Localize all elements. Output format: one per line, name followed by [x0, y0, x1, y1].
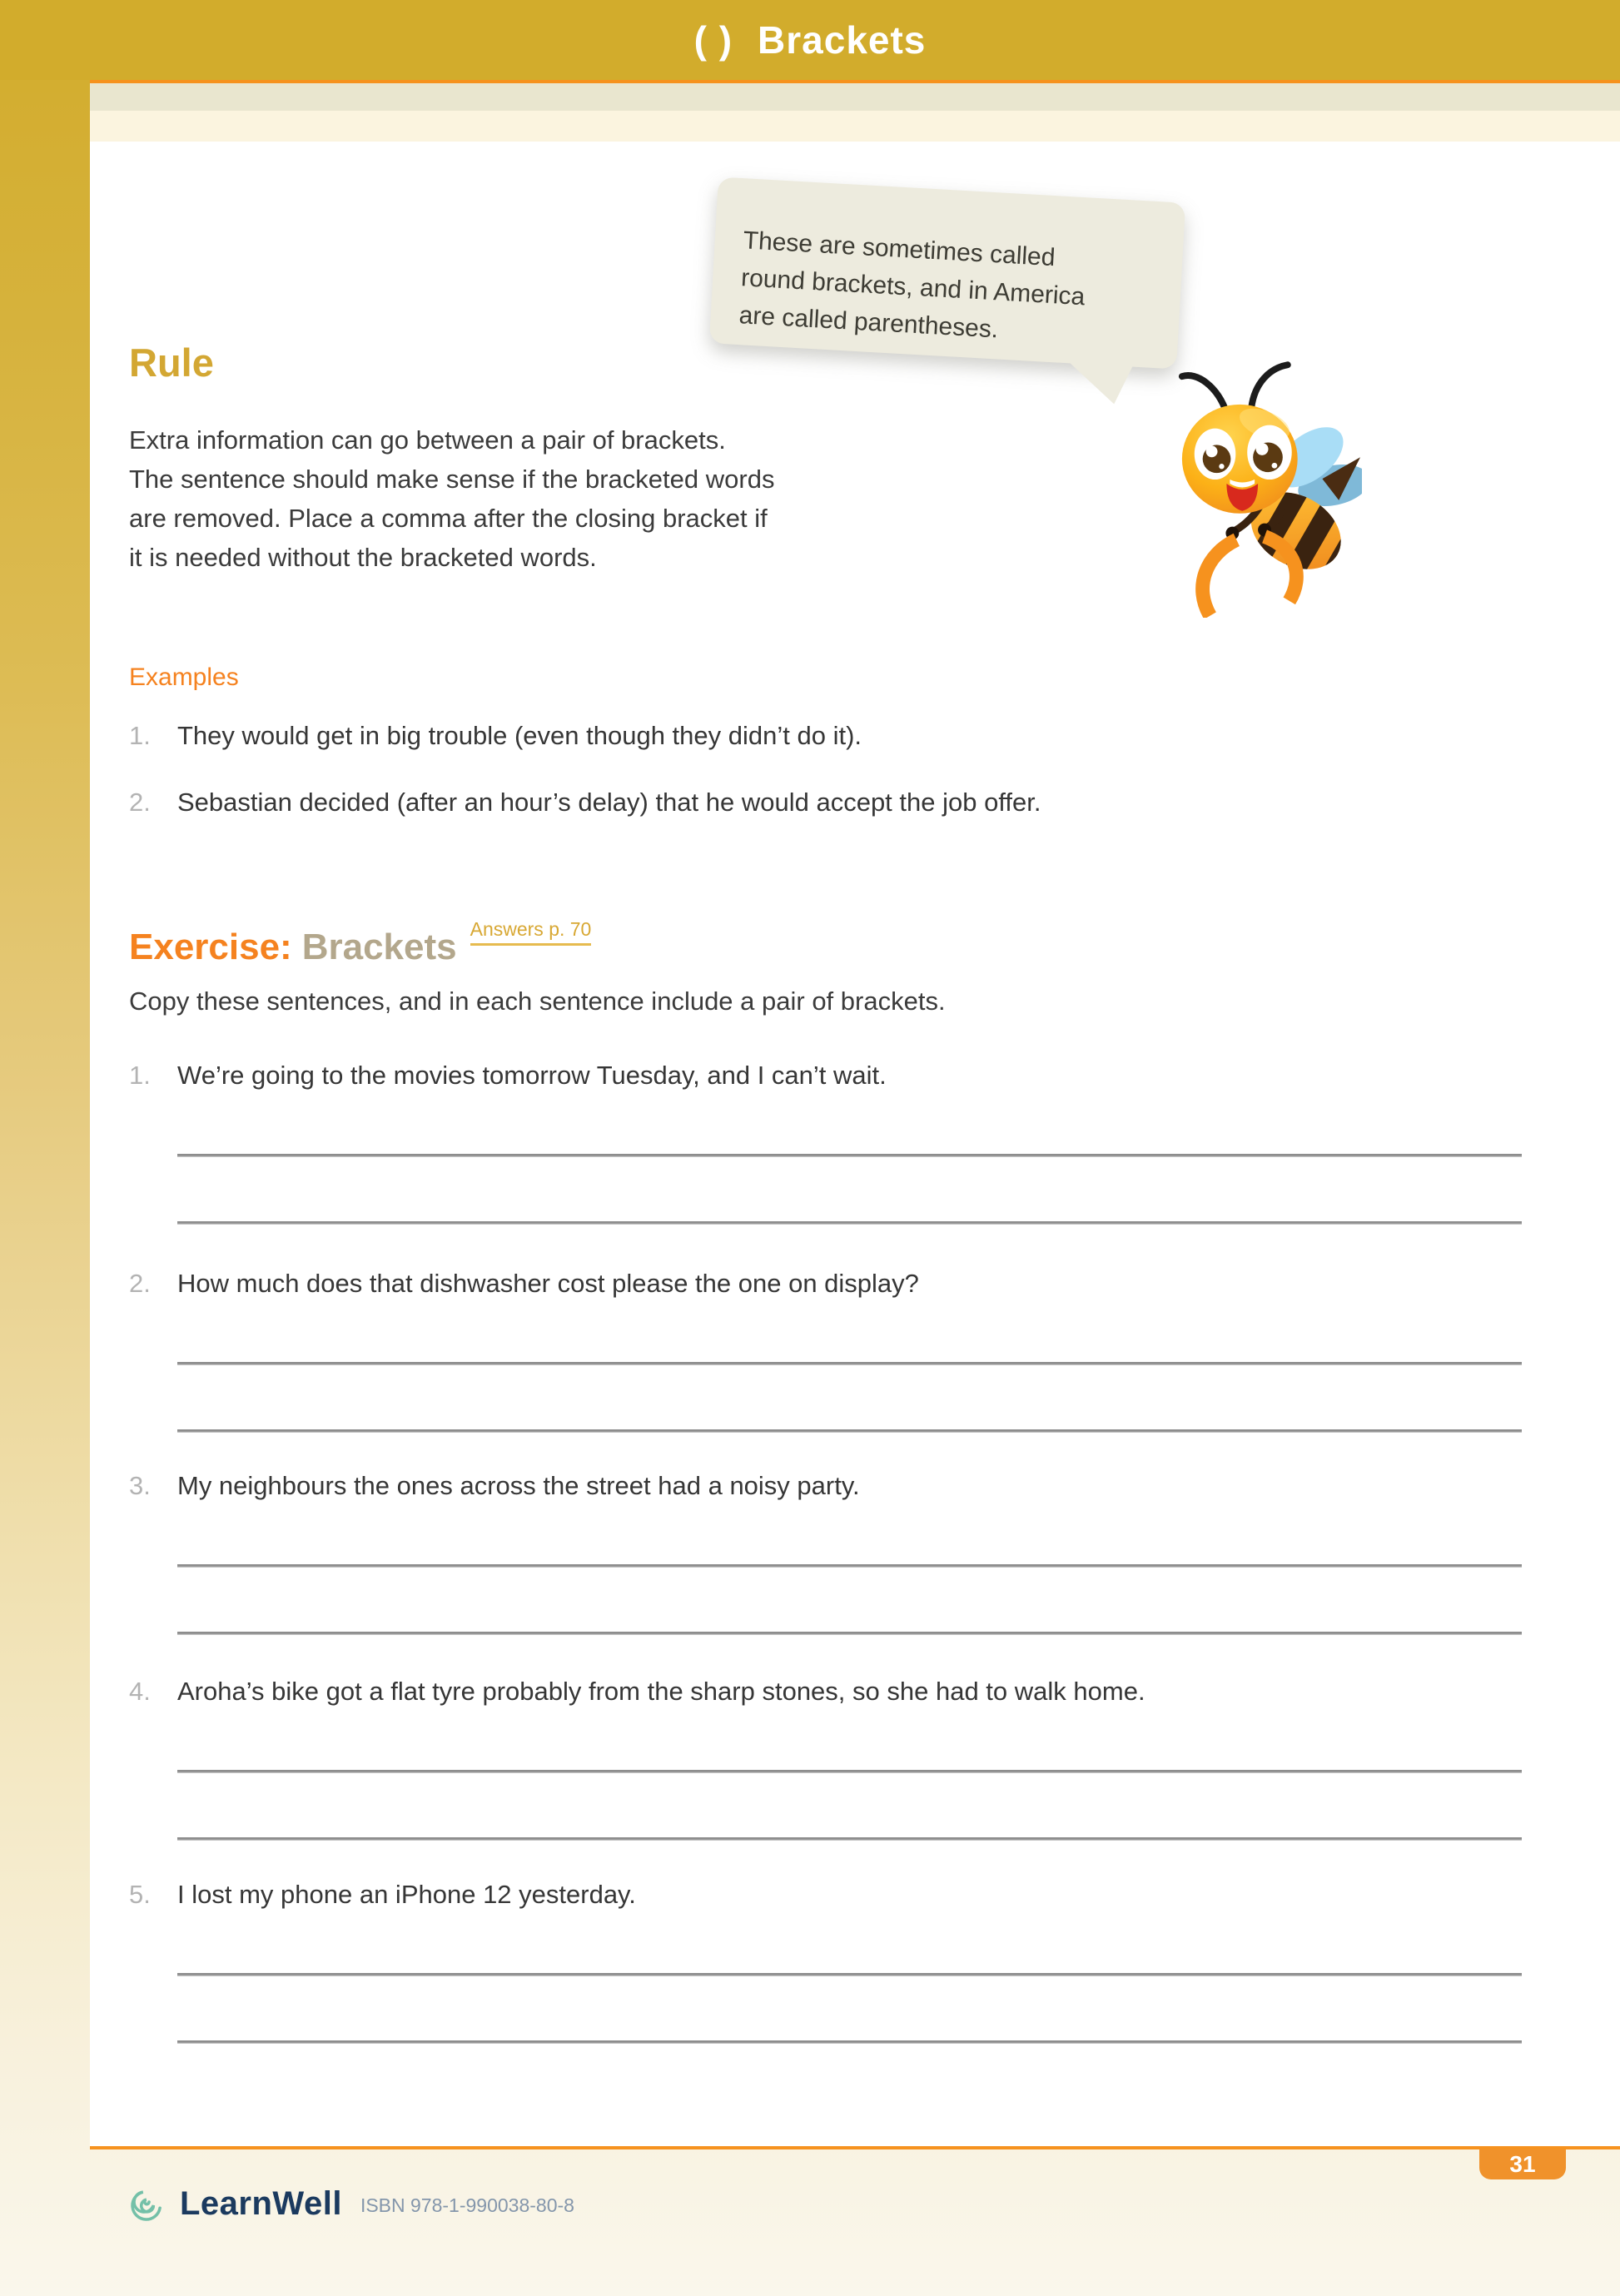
footer-accent-line [90, 2146, 1620, 2149]
brand-name: LearnWell [180, 2185, 342, 2222]
answer-line [177, 1837, 1522, 1841]
rule-text [129, 420, 774, 577]
answer-line [177, 1770, 1522, 1773]
exercise-instruction: Copy these sentences, and in each sentence include a pair of brackets. [129, 986, 946, 1016]
item-text: We’re going to the movies tomorrow Tuesday, and I can’t wait. [177, 1061, 887, 1090]
answer-line [177, 1429, 1522, 1433]
rule-text-line: Extra information can go between a pair of brackets. [129, 425, 726, 455]
publisher-logo [127, 2181, 574, 2227]
example-number: 1. [129, 721, 151, 750]
rule-text-line: it is needed without the bracketed words. [129, 543, 597, 572]
rule-text-line: The sentence should make sense if the bracketed words [129, 465, 775, 494]
speech-bubble-line: are called parentheses. [738, 301, 1000, 344]
exercise-item [129, 1880, 1522, 2059]
answer-line [177, 2040, 1522, 2044]
answer-line [177, 1564, 1522, 1568]
example-text: Sebastian decided (after an hour’s delay) that he would accept the job offer. [177, 788, 1041, 817]
example-item [129, 788, 1041, 818]
item-number: 1. [129, 1061, 151, 1090]
item-text: My neighbours the ones across the street had a noisy party. [177, 1471, 860, 1500]
bee-mascot-icon [1172, 353, 1362, 618]
exercise-item [129, 1471, 1522, 1650]
speech-bubble [709, 176, 1185, 369]
brackets-symbol: ( ) [693, 18, 733, 62]
page-number-badge: 31 [1479, 2149, 1566, 2179]
exercise-item [129, 1677, 1522, 1856]
page-header [0, 0, 1620, 80]
speech-bubble-line: round brackets, and in America [740, 264, 1086, 311]
item-text: How much does that dishwasher cost please the one on display? [177, 1269, 919, 1298]
exercise-title: Brackets [301, 927, 457, 967]
answer-line [177, 1154, 1522, 1157]
item-number: 5. [129, 1880, 151, 1909]
answer-line [177, 1362, 1522, 1365]
exercise-label: Exercise: [129, 927, 292, 967]
exercise-heading [129, 918, 591, 968]
example-item [129, 721, 862, 751]
answers-page-link[interactable]: Answers p. 70 [470, 918, 592, 946]
isbn-text: ISBN 978-1-990038-80-8 [360, 2194, 574, 2216]
examples-heading: Examples [129, 663, 239, 691]
learnwell-spiral-icon [127, 2181, 168, 2227]
exercise-item [129, 1061, 1522, 1240]
answer-line [177, 1221, 1522, 1225]
answer-line [177, 1632, 1522, 1635]
speech-bubble-line: These are sometimes called [742, 226, 1056, 272]
item-number: 2. [129, 1269, 151, 1298]
example-text: They would get in big trouble (even though they didn’t do it). [177, 721, 862, 750]
top-strip-dark [90, 83, 1620, 111]
example-number: 2. [129, 788, 151, 817]
answer-line [177, 1973, 1522, 1976]
exercise-item [129, 1269, 1522, 1448]
item-text: Aroha’s bike got a flat tyre probably from the sharp stones, so she had to walk home. [177, 1677, 1145, 1706]
rule-text-line: are removed. Place a comma after the closing bracket if [129, 504, 768, 533]
rule-heading: Rule [129, 340, 214, 385]
item-text: I lost my phone an iPhone 12 yesterday. [177, 1880, 636, 1909]
item-number: 4. [129, 1677, 151, 1706]
item-number: 3. [129, 1471, 151, 1500]
page-title: Brackets [758, 18, 927, 62]
top-strip-light [90, 111, 1620, 142]
